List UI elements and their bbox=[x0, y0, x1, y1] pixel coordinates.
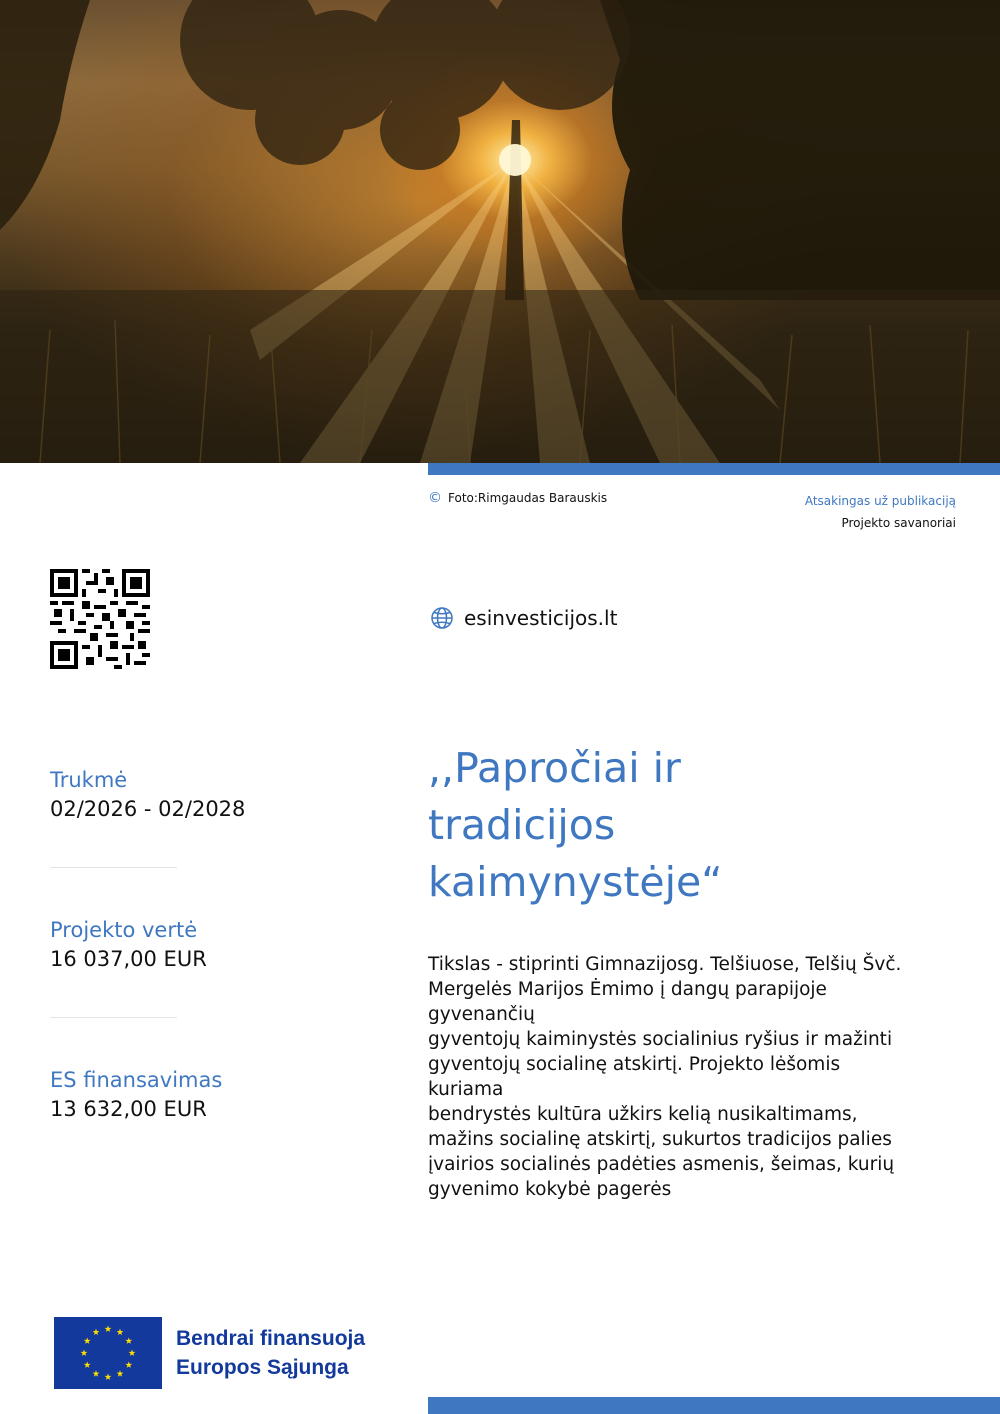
hero-photo bbox=[0, 0, 1000, 463]
hero-photo-scene bbox=[0, 0, 1000, 463]
accent-bar-bottom bbox=[428, 1397, 1000, 1414]
photo-credit bbox=[428, 490, 607, 506]
website-url: esinvesticijos.lt bbox=[464, 606, 618, 630]
duration-value: 02/2026 - 02/2028 bbox=[50, 797, 246, 821]
eu-funding-block bbox=[50, 1066, 370, 1124]
accent-bar-top bbox=[428, 463, 1000, 475]
eu-logo-line: Bendrai finansuoja bbox=[176, 1327, 366, 1350]
eu-flag-icon bbox=[54, 1317, 162, 1389]
eu-funding-amount: 13 632,00 EUR bbox=[50, 1097, 207, 1121]
project-value-block bbox=[50, 916, 370, 974]
duration-label: Trukmė bbox=[50, 768, 128, 792]
photo-credit-text: Foto:Rimgaudas Barauskis bbox=[448, 491, 608, 505]
divider bbox=[50, 1017, 177, 1018]
qr-code-icon[interactable] bbox=[50, 569, 150, 669]
eu-funding-label: ES finansavimas bbox=[50, 1068, 223, 1092]
website-link[interactable] bbox=[430, 606, 617, 630]
project-title-line: kaimynystėje“ bbox=[428, 858, 723, 906]
responsible-label: Atsakingas už publikaciją bbox=[804, 494, 956, 508]
responsible-value: Projekto savanoriai bbox=[841, 516, 956, 530]
project-value-amount: 16 037,00 EUR bbox=[50, 947, 207, 971]
duration-block bbox=[50, 766, 370, 824]
divider bbox=[50, 867, 177, 868]
eu-logo-line: Europos Sąjunga bbox=[176, 1356, 349, 1379]
copyright-icon: © bbox=[428, 490, 442, 506]
project-description: Tikslas - stiprinti Gimnazijosg. Telšiuose, Telšių Švč. Mergelės Marijos Ėmimo į dangų parapijoje gyvenančių gyventojų kaiminystės socialinius ryšius ir mažinti gyventojų socialinę atskirtį. Projekto lėšomis kuriama bendrystės kultūra užkirs kelią nusikaltimams, mažins socialinę atskirtį, sukurtos tradicijos palies įvairios socialinės padėties asmenis, šeimas, kurių gyvenimo kokybė pagerės bbox=[428, 954, 902, 1200]
project-title-line: ,,Papročiai ir bbox=[428, 744, 681, 792]
eu-cofunding-logo bbox=[54, 1317, 365, 1389]
project-value-label: Projekto vertė bbox=[50, 918, 198, 942]
project-title bbox=[428, 740, 948, 911]
globe-icon bbox=[430, 606, 454, 630]
project-title-line: tradicijos bbox=[428, 801, 616, 849]
responsible-block bbox=[805, 490, 956, 534]
